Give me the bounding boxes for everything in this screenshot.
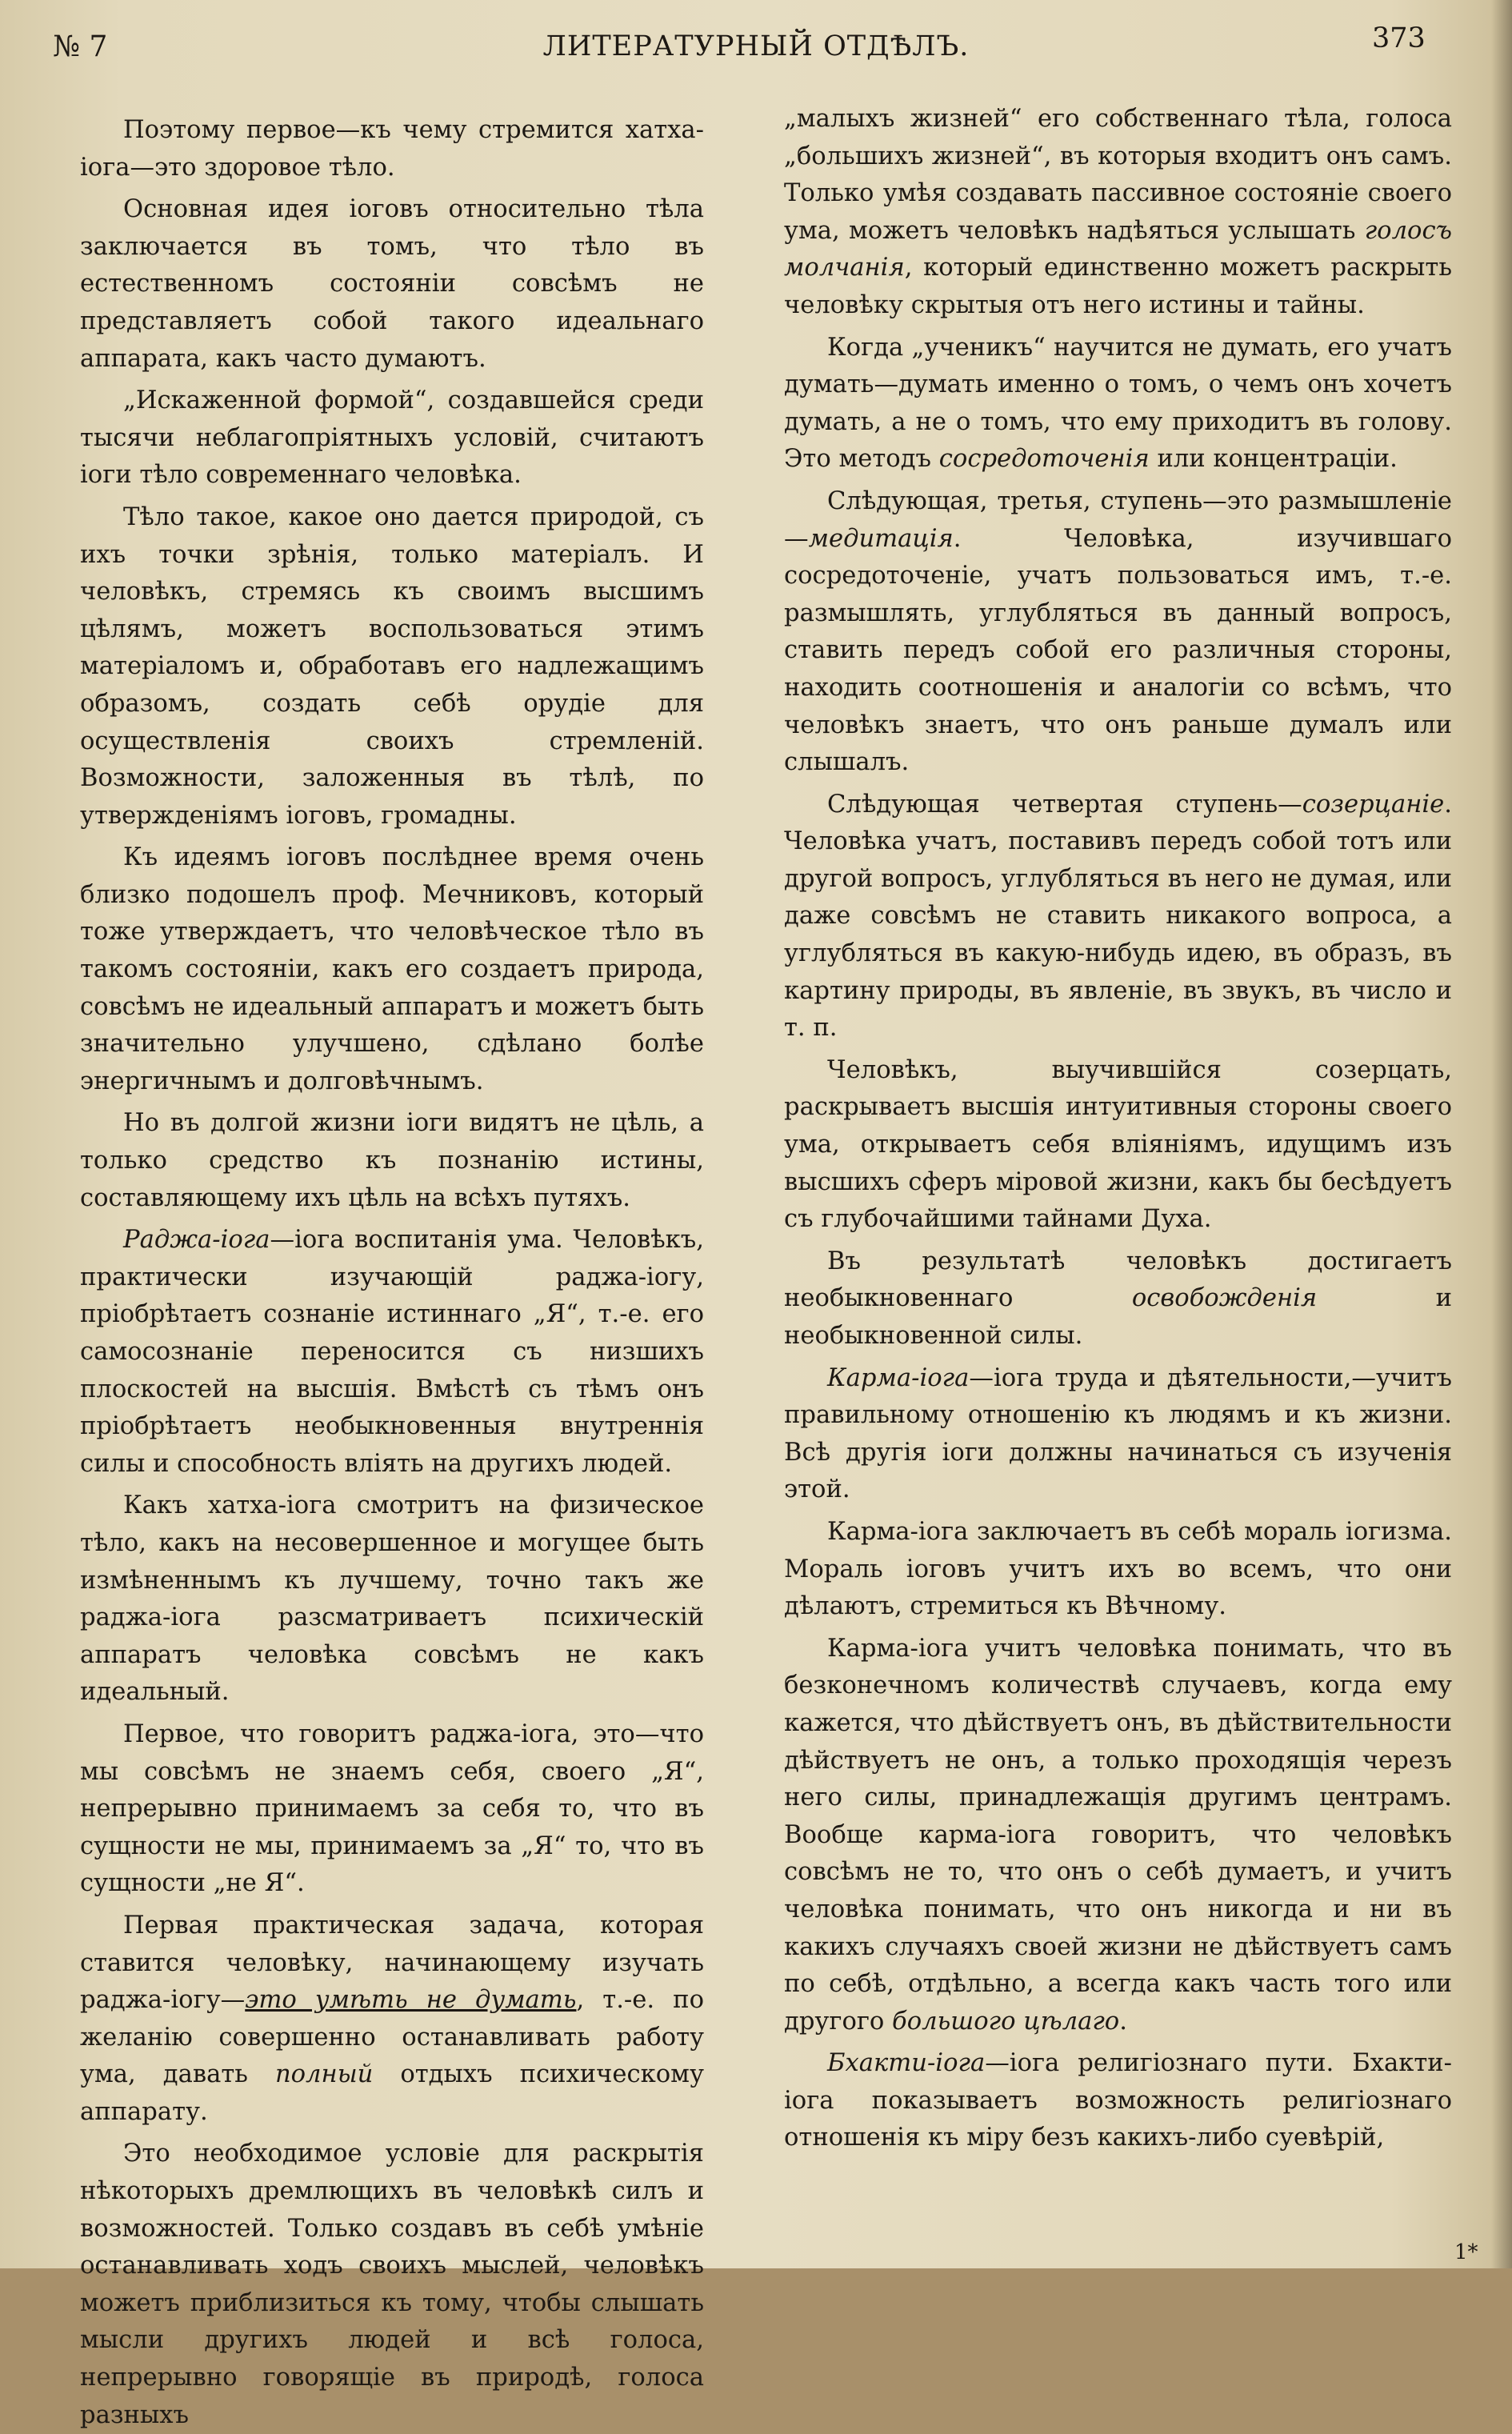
paragraph: „малыхъ жизней“ его собственнаго тѣла, голоса „большихъ жизней“, въ которыя входитъ онъ самъ. Только умѣя создавать пассивное состояніе своего ума, можетъ человѣкъ надѣяться услышать голосъ молчанія, который единственно можетъ раскрыть человѣку скрытыя отъ него истины и тайны. (784, 105, 1452, 319)
right-column (784, 101, 1452, 2157)
emphasis: медитація (808, 524, 954, 553)
paragraph: Слѣдующая четвертая ступень—созерцаніе. Человѣка учатъ, поставивъ передъ собой тотъ или другой вопросъ, углубляться въ него не думая, или даже совсѣмъ не ставить никакого вопроса, а углубляться въ какую-нибудь идею, въ образъ, въ картину природы, въ явленіе, въ звукъ, въ число и т. п. (784, 790, 1452, 1043)
issue-number: № 7 (53, 30, 108, 63)
paragraph: „Искаженной формой“, создавшейся среди тысячи неблагопріятныхъ условій, считаютъ іоги тѣло современнаго человѣка. (80, 386, 704, 490)
term-karma-yoga: Карма-іога (827, 1363, 970, 1392)
paragraph: Въ результатѣ человѣкъ достигаетъ необыкновеннаго освобожденія и необыкновенной силы. (784, 1247, 1452, 1350)
emphasis: это умѣть не думать (245, 1986, 577, 2015)
page-edge-shadow (1491, 0, 1512, 2268)
paragraph: Карма-іога заключаетъ въ себѣ мораль іогизма. Мораль іоговъ учитъ ихъ во всемъ, что они дѣлаютъ, стремиться къ Вѣчному. (784, 1517, 1452, 1621)
page-header (0, 0, 1512, 80)
term-raja-yoga: Раджа-іога (123, 1226, 270, 1255)
term-bhakti-yoga: Бхакти-іога (827, 2049, 986, 2078)
paragraph: Бхакти-іога—іога религіознаго пути. Бхакти-іога показываетъ возможность религіознаго отношенія къ міру безъ какихъ-либо суевѣрій, (784, 2049, 1452, 2152)
paragraph: Но въ долгой жизни іоги видятъ не цѣль, а только средство къ познанію истины, составляющему ихъ цѣль на всѣхъ путяхъ. (80, 1109, 704, 1212)
emphasis: голосъ молчанія (784, 216, 1452, 282)
paragraph: Поэтому первое—къ чему стремится хатха-іога—это здоровое тѣло. (80, 116, 704, 182)
emphasis: полный (274, 2060, 374, 2089)
paragraph: Къ идеямъ іоговъ послѣднее время очень близко подошелъ проф. Мечниковъ, который тоже утверждаетъ, что человѣческое тѣло въ такомъ состояніи, какъ его создаетъ природа, совсѣмъ не идеальный аппаратъ и можетъ быть значительно улучшено, сдѣлано болѣе энергичнымъ и долговѣчнымъ. (80, 843, 704, 1095)
left-column (80, 112, 704, 2434)
paragraph: Первое, что говоритъ раджа-іога, это—что мы совсѣмъ не знаемъ себя, своего „Я“, непрерывно принимаемъ за себя то, что въ сущности не мы, принимаемъ за „Я“ то, что въ сущности „не Я“. (80, 1719, 704, 1898)
paragraph: Слѣдующая, третья, ступень—это размышленіе—медитація. Человѣка, изучившаго сосредоточеніе, учатъ пользоваться имъ, т.-е. размышлять, углубляться въ данный вопросъ, ставить передъ собой его различныя стороны, находить соотношенія и аналогіи со всѣмъ, что человѣкъ знаетъ, что онъ раньше думалъ или слышалъ. (784, 486, 1452, 777)
paragraph: Какъ хатха-іога смотритъ на физическое тѣло, какъ на несовершенное и могущее быть измѣненнымъ къ лучшему, точно такъ же раджа-іога разсматриваетъ психическій аппаратъ человѣка совсѣмъ не какъ идеальный. (80, 1491, 704, 1707)
page-number: 373 (1372, 22, 1426, 54)
paragraph: Основная идея іоговъ относительно тѣла заключается въ томъ, что тѣло въ естественномъ состояніи совсѣмъ не представляетъ собой такого идеальнаго аппарата, какъ часто думаютъ. (80, 195, 704, 373)
emphasis: большого цѣлаго (892, 2007, 1120, 2036)
paragraph: Когда „ученикъ“ научится не думать, его учатъ думать—думать именно о томъ, о чемъ онъ хочетъ думать, а не о томъ, что ему приходитъ въ голову. Это методъ сосредоточенія или концентраціи. (784, 333, 1452, 474)
paragraph: Карма-іога—іога труда и дѣятельности,—учитъ правильному отношенію къ людямъ и къ жизни. Всѣ другія іоги должны начинаться съ изученія этой. (784, 1363, 1452, 1504)
emphasis: сосредоточенія (938, 445, 1150, 474)
paragraph: Тѣло такое, какое оно дается природой, съ ихъ точки зрѣнія, только матеріалъ. И человѣкъ, стремясь къ своимъ высшимъ цѣлямъ, можетъ воспользоваться этимъ матеріаломъ и, обработавъ его надлежащимъ образомъ, создать себѣ орудіе для осуществленія своихъ стремленій. Возможности, заложенныя въ тѣлѣ, по утвержденіямъ іоговъ, громадны. (80, 502, 704, 830)
emphasis: освобожденія (1131, 1284, 1318, 1313)
paragraph: Это необходимое условіе для раскрытія нѣкоторыхъ дремлющихъ въ человѣкѣ силъ и возможностей. Только создавъ въ себѣ умѣніе останавливать ходъ своихъ мыслей, человѣкъ можетъ приблизиться къ тому, чтобы слышать мысли другихъ людей и всѣ голоса, непрерывно говорящіе въ природѣ, голоса разныхъ (80, 2140, 704, 2429)
paragraph: Раджа-іога—іога воспитанія ума. Человѣкъ, практически изучающій раджа-іогу, пріобрѣтаетъ сознаніе истиннаго „Я“, т.-е. его самосознаніе переносится съ низшихъ плоскостей на высшія. Вмѣстѣ съ тѣмъ онъ пріобрѣтаетъ необыкновенныя внутреннія силы и способность вліять на другихъ людей. (80, 1226, 704, 1478)
paragraph: Карма-іога учитъ человѣка понимать, что въ безконечномъ количествѣ случаевъ, когда ему кажется, что дѣйствуетъ онъ, въ дѣйствительности дѣйствуетъ не онъ, а только проходящія черезъ него силы, принадлежащія другимъ центрамъ. Вообще карма-іога говоритъ, что человѣкъ совсѣмъ не то, что онъ о себѣ думаетъ, и учитъ человѣка понимать, что онъ никогда и ни въ какихъ случаяхъ своей жизни не дѣйствуетъ самъ по себѣ, отдѣльно, а всегда какъ часть того или другого большого цѣлаго. (784, 1634, 1452, 2036)
signature-mark: 1* (1454, 2240, 1478, 2264)
paragraph: Первая практическая задача, которая ставится человѣку, начинающему изучать раджа-іогу—это умѣть не думать, т.-е. по желанію совершенно останавливать работу ума, давать полный отдыхъ психическому аппарату. (80, 1911, 704, 2126)
section-title: ЛИТЕРАТУРНЫЙ ОТДѢЛЪ. (542, 30, 970, 62)
emphasis: созерцаніе (1302, 790, 1445, 819)
paragraph: Человѣкъ, выучившійся созерцать, раскрываетъ высшія интуитивныя стороны своего ума, открываетъ себя вліяніямъ, идущимъ изъ высшихъ сферъ міровой жизни, какъ бы бесѣдуетъ съ глубочайшими тайнами Духа. (784, 1055, 1452, 1234)
